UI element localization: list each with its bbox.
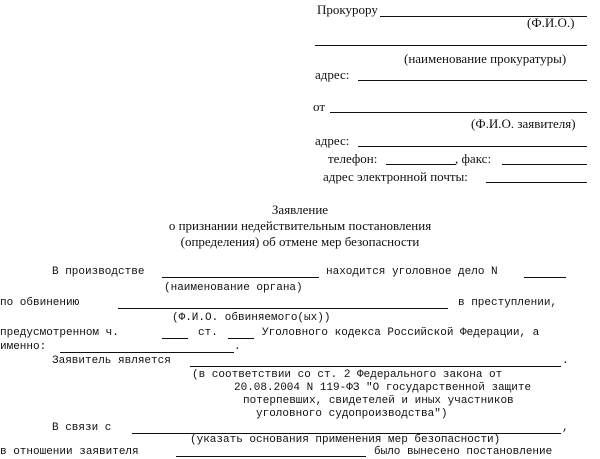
address2-label: адрес: [315,133,350,148]
from-label: от [313,99,326,114]
status-hint-4: уголовного судопроизводства") [256,408,448,420]
accused-name-hint: (Ф.И.О. обвиняемого(ых)) [172,312,331,324]
part-field[interactable] [162,338,188,339]
status-hint-1: (в соответствии со ст. 2 Федерального закона от [192,369,503,381]
phone-label: телефон: [328,151,378,166]
address-label: адрес: [315,67,350,82]
fax-label: , факс: [455,151,492,166]
applicant-status-field[interactable] [190,366,561,367]
body-l14-b: было вынесено постановление [374,446,553,458]
body-l3-b: в преступлении, [458,297,558,309]
address2-field[interactable] [358,146,587,147]
body-l7-a: Заявитель является [52,355,171,367]
reasons-hint: (указать основания применения мер безопасности) [190,434,501,446]
applicant-name-field[interactable] [330,112,587,113]
namely-field[interactable] [60,352,234,353]
body-l5-a: предусмотренном ч. [0,327,119,339]
organ-name-hint: (наименование органа) [164,282,303,294]
period-2: . [562,355,569,367]
title-line-1: Заявление [271,202,329,217]
body-l1-b: находится уголовное дело N [326,266,498,278]
case-number-field[interactable] [524,277,566,278]
body-l6-a: именно: [0,341,47,353]
body-l1-a: В производстве [52,266,145,278]
body-l3-a: по обвинению [0,297,80,309]
article-field[interactable] [228,338,254,339]
status-hint-3: потерпевших, свидетелей и иных участников [243,395,514,407]
fio-hint: (Ф.И.О.) [527,15,575,30]
phone-field[interactable] [386,164,456,165]
accused-name-field[interactable] [118,308,448,309]
title-line-3: (определения) об отмене мер безопасности [180,234,420,249]
prosecutor-label: Прокурору [317,2,378,17]
applicant-fio-hint: (Ф.И.О. заявителя) [471,116,576,131]
address-field[interactable] [358,80,587,81]
email-label: адрес электронной почты: [323,169,468,184]
prosecutor-office-field[interactable] [315,45,587,46]
comma-1: , [562,422,569,434]
body-l5-c: Уголовного кодекса Российской Федерации, а [262,327,540,339]
body-l14-a: в отношении заявителя [0,446,139,458]
email-field[interactable] [486,182,587,183]
fax-field[interactable] [502,164,587,165]
status-hint-2: 20.08.2004 N 119-ФЗ "О государственной защите [234,382,532,394]
prosecutor-office-hint: (наименование прокуратуры) [404,51,567,66]
organ-name-field[interactable] [162,277,319,278]
title-line-2: о признании недействительным постановления [168,218,432,233]
body-l12-a: В связи с [52,422,112,434]
date-field[interactable] [176,456,366,457]
body-l5-b: ст. [198,327,218,339]
period-1: . [234,341,241,353]
